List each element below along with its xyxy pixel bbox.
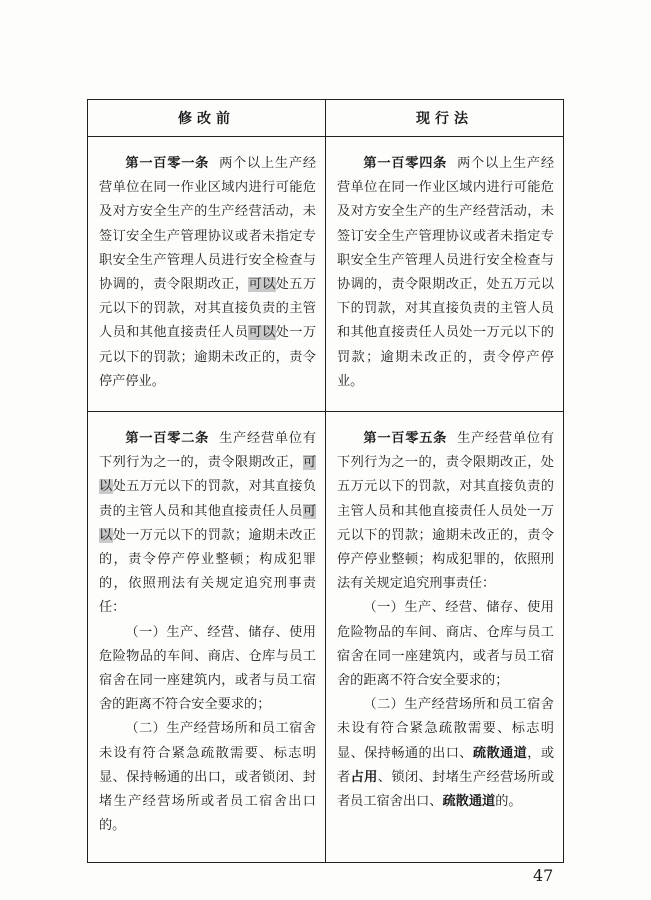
highlighted-text: 可以	[99, 503, 316, 543]
highlighted-text: 可以	[99, 455, 316, 495]
article-number: 第一百零二条	[125, 431, 210, 446]
header-current: 现行法	[326, 100, 564, 137]
highlighted-text: 可以	[248, 325, 276, 341]
item-paragraph: （二）生产经营场所和员工宿舍未设有符合紧急疏散需要、标志明显、保持畅通的出口，或者锁闭、封堵生产经营场所或者员工宿舍出口的。	[99, 721, 316, 834]
comparison-table	[87, 99, 564, 863]
table-row	[88, 412, 564, 863]
table-row	[88, 137, 564, 412]
table-header-row	[88, 100, 564, 137]
item-paragraph: （一）生产、经营、储存、使用危险物品的车间、商店、仓库与员工宿舍在同一座建筑内，或者与员工宿舍的距离不符合安全要求的；	[337, 600, 554, 689]
article-number: 第一百零四条	[363, 156, 448, 171]
header-before: 修改前	[88, 100, 326, 137]
highlighted-text: 可以	[248, 277, 276, 293]
cell-before-article-101	[88, 137, 326, 412]
article-number: 第一百零五条	[363, 431, 448, 446]
paragraph: 第一百零五条 生产经营单位有下列行为之一的，责令限期改正，处五万元以下的罚款，对其直接负责的主管人员和其他直接责任人员处一万元以下的罚款；逾期未改正的，责令停产停业整顿；构成犯罪的，依照刑法有关规定追究刑事责任：	[337, 431, 555, 592]
bold-text: 疏散通道	[442, 794, 496, 810]
cell-current-article-104	[326, 137, 564, 412]
bold-text: 占用	[350, 769, 378, 785]
cell-current-article-105	[326, 412, 564, 863]
page-number: 47	[533, 866, 554, 885]
cell-before-article-102	[88, 412, 326, 863]
paragraph: 第一百零一条 两个以上生产经营单位在同一作业区域内进行可能危及对方安全生产的生产经营活动，未签订安全生产管理协议或者未指定专职安全生产管理人员进行安全检查与协调的，责令限期改正，可以处五万元以下的罚款，对其直接负责的主管人员和其他直接责任人员可以处一万元以下的罚款；逾期未改正的，责令停产停业。	[99, 156, 317, 389]
paragraph: 第一百零二条 生产经营单位有下列行为之一的，责令限期改正，可以处五万元以下的罚款，对其直接负责的主管人员和其他直接责任人员可以处一万元以下的罚款；逾期未改正的，责令停产停业整顿；构成犯罪的，依照刑法有关规定追究刑事责任：	[99, 431, 317, 616]
item-paragraph: （一）生产、经营、储存、使用危险物品的车间、商店、仓库与员工宿舍在同一座建筑内，或者与员工宿舍的距离不符合安全要求的；	[99, 624, 316, 713]
bold-text: 疏散通道	[472, 745, 528, 761]
article-number: 第一百零一条	[125, 156, 210, 171]
paragraph: 第一百零四条 两个以上生产经营单位在同一作业区域内进行可能危及对方安全生产的生产经营活动，未签订安全生产管理协议或者未指定专职安全生产管理人员进行安全检查与协调的，责令限期改正，处五万元以下的罚款，对其直接负责的主管人员和其他直接责任人员处一万元以下的罚款；逾期未改正的，责令停产停业。	[337, 156, 555, 389]
item-paragraph: （二）生产经营场所和员工宿舍未设有符合紧急疏散需要、标志明显、保持畅通的出口、疏散通道，或者占用、锁闭、封堵生产经营场所或者员工宿舍出口、疏散通道的。	[337, 697, 555, 810]
